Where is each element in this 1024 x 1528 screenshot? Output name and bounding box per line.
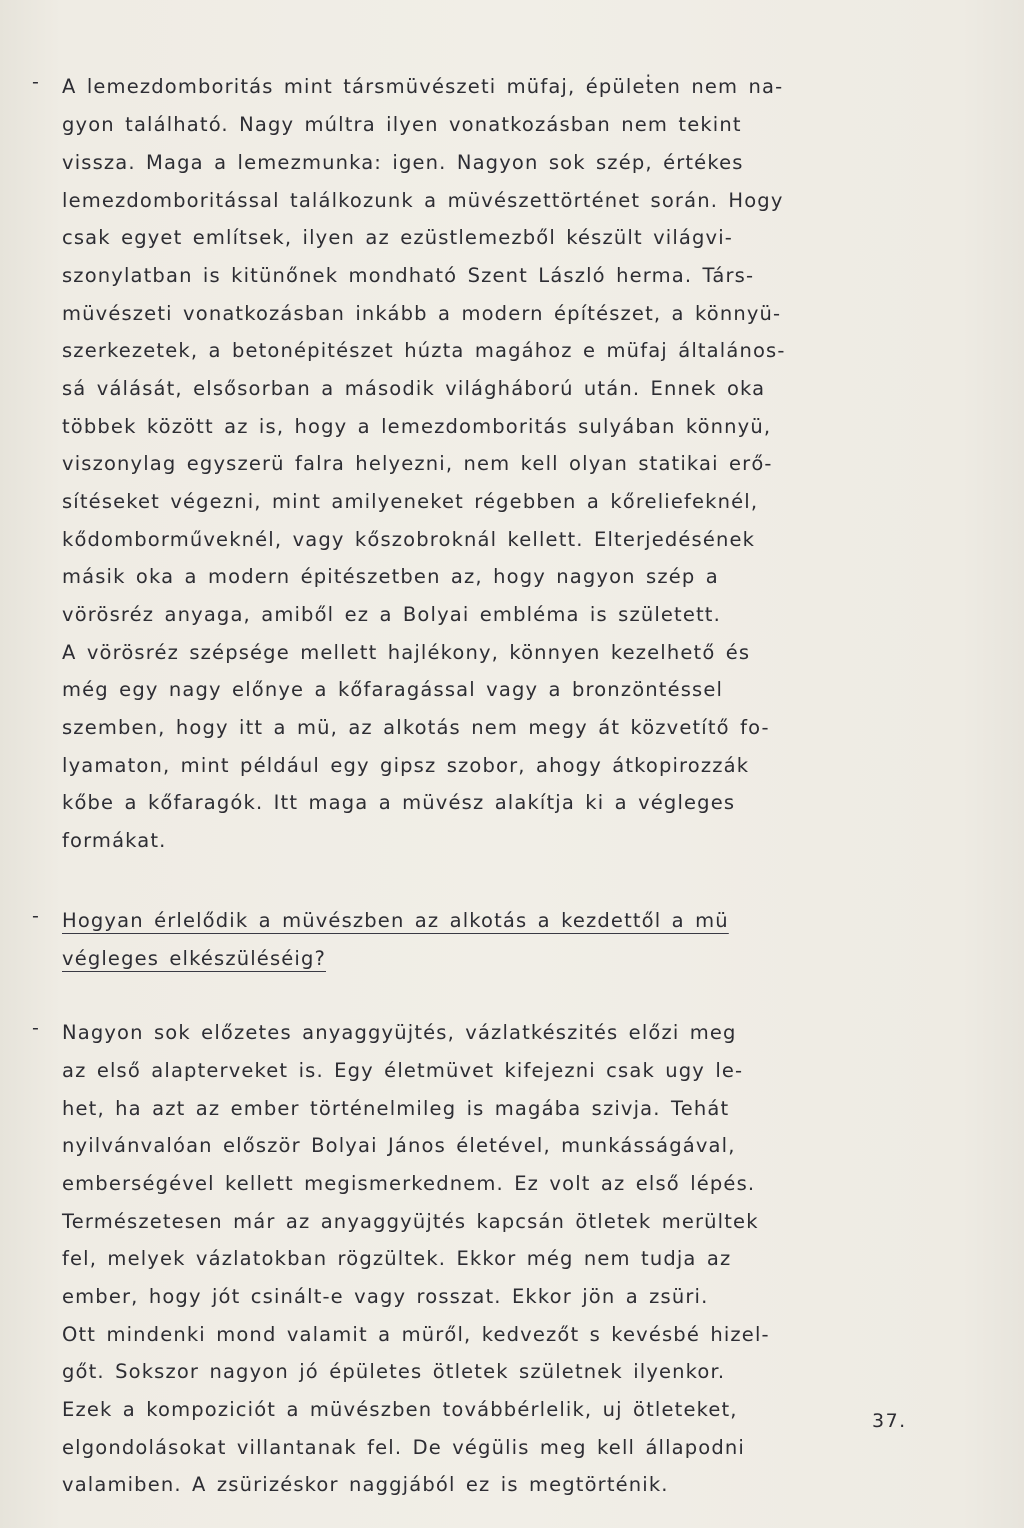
text-line: sá válását, elsősorban a második világháború után. Ennek oka xyxy=(62,377,766,400)
paragraph-dash: - xyxy=(32,71,39,93)
text-line: az első alapterveket is. Egy életmüvet kifejezni csak ugy le- xyxy=(62,1059,744,1082)
question-line: Hogyan érlelődik a müvészben az alkotás a kezdettől a mü xyxy=(62,909,729,932)
text-line: het, ha azt az ember történelmileg is magába szivja. Tehát xyxy=(62,1097,730,1120)
question-line: végleges elkészüléséig? xyxy=(62,947,326,970)
text-line: viszonylag egyszerü falra helyezni, nem kell olyan statikai erő- xyxy=(62,452,773,475)
text-line: még egy nagy előnye a kőfaragással vagy a bronzöntéssel xyxy=(62,678,724,701)
text-line: többek között az is, hogy a lemezdomboritás sulyában könnyü, xyxy=(62,415,772,438)
text-line: nyilvánvalóan először Bolyai János életével, munkásságával, xyxy=(62,1134,736,1157)
text-line: fel, melyek vázlatokban rögzültek. Ekkor még nem tudja az xyxy=(62,1247,732,1270)
text-line: A lemezdomboritás mint társmüvészeti müfaj, épüleṫen nem na- xyxy=(62,75,784,98)
text-line: gyon található. Nagy múltra ilyen vonatkozásban nem tekint xyxy=(62,113,742,136)
text-line: szerkezetek, a betonépitészet húzta magához e müfaj általános- xyxy=(62,339,786,362)
text-line: másik oka a modern épitészetben az, hogy nagyon szép a xyxy=(62,565,719,588)
paragraph-dash: - xyxy=(32,1017,39,1039)
text-line: müvészeti vonatkozásban inkább a modern építészet, a könnyü- xyxy=(62,302,782,325)
page-number: 37. xyxy=(872,1410,907,1432)
text-line: csak egyet említsek, ilyen az ezüstlemezből készült világvi- xyxy=(62,226,733,249)
text-line: ember, hogy jót csinált-e vagy rosszat. Ekkor jön a zsüri. xyxy=(62,1285,709,1308)
text-line: Ezek a kompoziciót a müvészben továbbérlelik, uj ötleteket, xyxy=(62,1398,738,1421)
text-line: gőt. Sokszor nagyon jó épületes ötletek születnek ilyenkor. xyxy=(62,1360,726,1383)
text-line: kőbe a kőfaragók. Itt maga a müvész alakítja ki a végleges xyxy=(62,791,736,814)
text-line: Ott mindenki mond valamit a müről, kedvezőt s kevésbé hizel- xyxy=(62,1323,770,1346)
text-line: lemezdomboritással találkozunk a müvészettörténet során. Hogy xyxy=(62,189,784,212)
text-line: formákat. xyxy=(62,829,167,852)
text-line: A vörösréz szépsége mellett hajlékony, könnyen kezelhető és xyxy=(62,641,751,664)
text-line: emberségével kellett megismerkednem. Ez volt az első lépés. xyxy=(62,1172,756,1195)
text-line: kődomborműveknél, vagy kőszobroknál kellett. Elterjedésének xyxy=(62,528,756,551)
text-line: elgondolásokat villantanak fel. De végülis meg kell állapodni xyxy=(62,1436,745,1459)
text-line: sítéseket végezni, mint amilyeneket régebben a kőreliefeknél, xyxy=(62,490,759,513)
text-line: Nagyon sok előzetes anyaggyüjtés, vázlatkészités előzi meg xyxy=(62,1021,737,1044)
text-line: vörösréz anyaga, amiből ez a Bolyai embléma is született. xyxy=(62,603,721,626)
text-line: vissza. Maga a lemezmunka: igen. Nagyon sok szép, értékes xyxy=(62,151,744,174)
text-line: lyamaton, mint például egy gipsz szobor, ahogy átkopirozzák xyxy=(62,754,750,777)
text-line: valamiben. A zsürizéskor naggjából ez is megtörténik. xyxy=(62,1473,669,1496)
paragraph-dash: - xyxy=(32,905,39,927)
text-line: szonylatban is kitünőnek mondható Szent László herma. Társ- xyxy=(62,264,755,287)
text-line: Természetesen már az anyaggyüjtés kapcsán ötletek merültek xyxy=(62,1210,759,1233)
text-line: szemben, hogy itt a mü, az alkotás nem megy át közvetítő fo- xyxy=(62,716,770,739)
